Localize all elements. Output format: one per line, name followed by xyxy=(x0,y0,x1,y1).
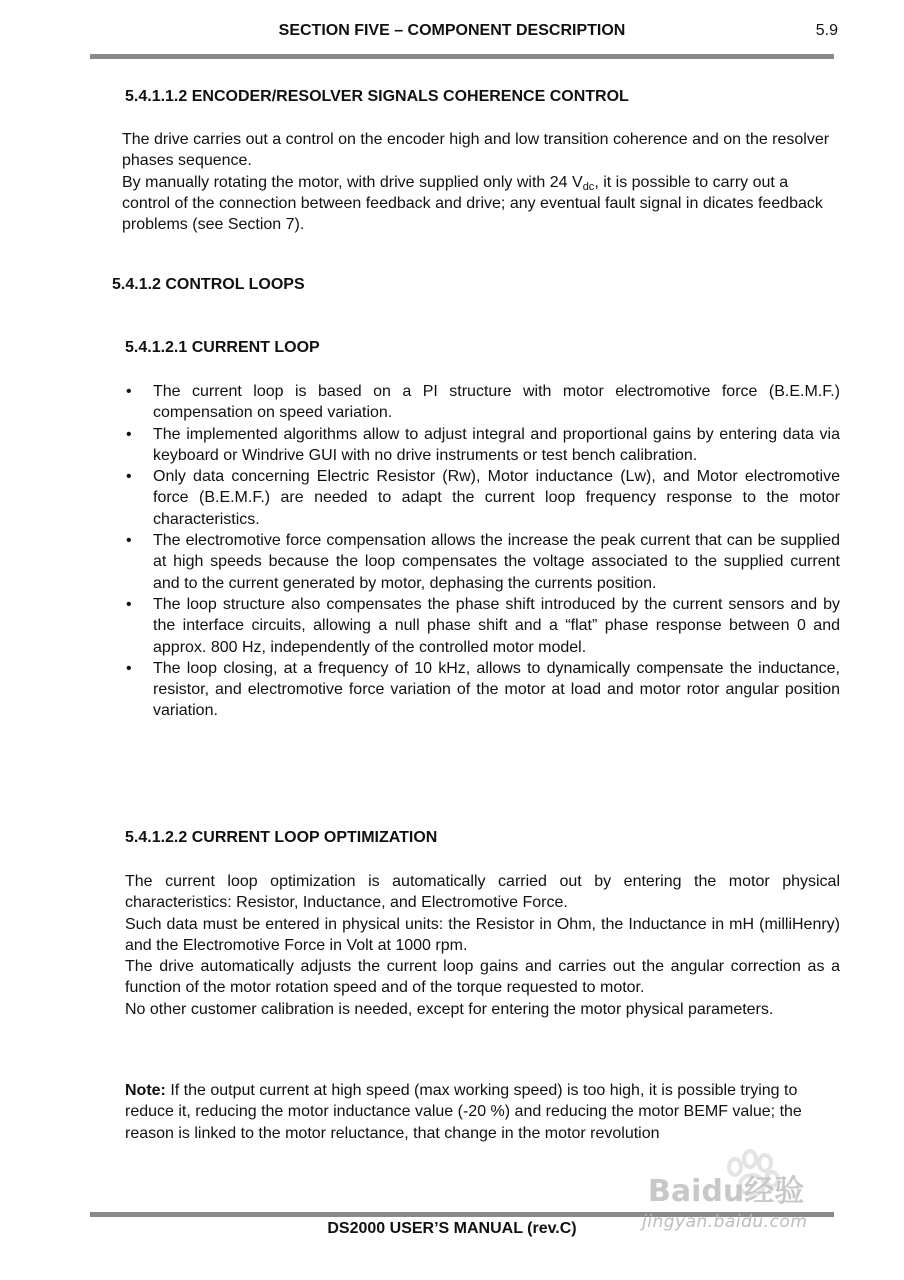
list-item xyxy=(124,466,840,530)
paragraph: The current loop optimization is automatically carried out by entering the motor physical characteristics: Resistor, Inductance, and Electromotive Force. xyxy=(125,873,840,912)
list-item xyxy=(124,424,840,467)
section-heading-encoder-coherence: 5.4.1.1.2 ENCODER/RESOLVER SIGNALS COHERENCE CONTROL xyxy=(125,88,629,105)
note-text: If the output current at high speed (max working speed) is too high, it is possible trying to reduce it, reducing the motor inductance value (-20 %) and reducing the motor BEMF value; the reason is linked to the motor reluctance, that change in the motor revolution xyxy=(125,1082,802,1142)
list-item-text: Only data concerning Electric Resistor (Rw), Motor inductance (Lw), and Motor electromotive force (B.E.M.F.) are needed to adapt the current loop frequency response to the motor characteristics. xyxy=(153,468,840,528)
note-paragraph xyxy=(125,1080,840,1144)
bullet-icon: • xyxy=(126,383,132,400)
paragraph: The drive automatically adjusts the current loop gains and carries out the angular correction as a function of the motor rotation speed and of the torque requested to motor. xyxy=(125,958,840,997)
list-item-text: The electromotive force compensation allows the increase the peak current that can be supplied at high speeds because the loop compensates the voltage associated to the supplied current and to the current generated by motor, dephasing the currents position. xyxy=(153,532,840,592)
list-item-text: The current loop is based on a PI structure with motor electromotive force (B.E.M.F.) compensation on speed variation. xyxy=(153,383,840,422)
page-number: 5.9 xyxy=(815,22,838,39)
bullet-icon: • xyxy=(126,468,132,486)
section-optimization-body xyxy=(125,871,840,1020)
watermark-url: jingyan.baidu.com xyxy=(642,1212,808,1232)
header-rule xyxy=(90,54,834,59)
paragraph xyxy=(122,172,838,236)
page-header-title: SECTION FIVE – COMPONENT DESCRIPTION xyxy=(278,22,626,39)
bullet-icon: • xyxy=(126,659,132,677)
list-item-text: The loop closing, at a frequency of 10 kHz, allows to dynamically compensate the inductance, resistor, and electromotive force variation of the motor at load and motor rotor angular position variation. xyxy=(153,659,840,720)
list-item xyxy=(124,530,840,594)
list-item xyxy=(124,658,840,722)
list-item xyxy=(124,594,840,658)
bullet-icon: • xyxy=(126,595,132,613)
section-encoder-body xyxy=(122,129,838,235)
watermark-word: Baidu经验 xyxy=(648,1174,805,1209)
section-heading-current-loop-optimization: 5.4.1.2.2 CURRENT LOOP OPTIMIZATION xyxy=(125,829,438,846)
list-item xyxy=(124,381,840,424)
list-item-text: The implemented algorithms allow to adjust integral and proportional gains by entering data via keyboard or Windrive GUI with no drive instruments or test bench calibration. xyxy=(153,425,840,464)
section-heading-control-loops: 5.4.1.2 CONTROL LOOPS xyxy=(112,276,305,293)
paragraph: Such data must be entered in physical units: the Resistor in Ohm, the Inductance in mH (milliHenry) and the Electromotive Force in Volt at 1000 rpm. xyxy=(125,915,840,954)
paragraph-text: By manually rotating the motor, with drive supplied only with 24 V xyxy=(122,173,583,191)
footer-manual-title: DS2000 USER’S MANUAL (rev.C) xyxy=(327,1220,577,1237)
section-heading-current-loop: 5.4.1.2.1 CURRENT LOOP xyxy=(125,339,320,356)
list-item-text: The loop structure also compensates the phase shift introduced by the current sensors and by the interface circuits, allowing a null phase shift and a “flat” phase response between 0 and approx. 800 Hz, independently of the controlled motor model. xyxy=(153,595,840,656)
note-label: Note: xyxy=(125,1082,166,1099)
current-loop-bullet-list xyxy=(124,381,840,722)
bullet-icon: • xyxy=(126,425,132,443)
paragraph-text: , it is possible to carry out a control of the connection between feedback and drive; any eventual fault signal in dicates feedback problems (see Section 7). xyxy=(122,173,823,234)
bullet-icon: • xyxy=(126,532,132,550)
subscript-dc: dc xyxy=(582,180,595,193)
paragraph: The drive carries out a control on the encoder high and low transition coherence and on the resolver phases sequence. xyxy=(122,131,830,170)
paragraph: No other customer calibration is needed, except for entering the motor physical parameters. xyxy=(125,1000,774,1018)
